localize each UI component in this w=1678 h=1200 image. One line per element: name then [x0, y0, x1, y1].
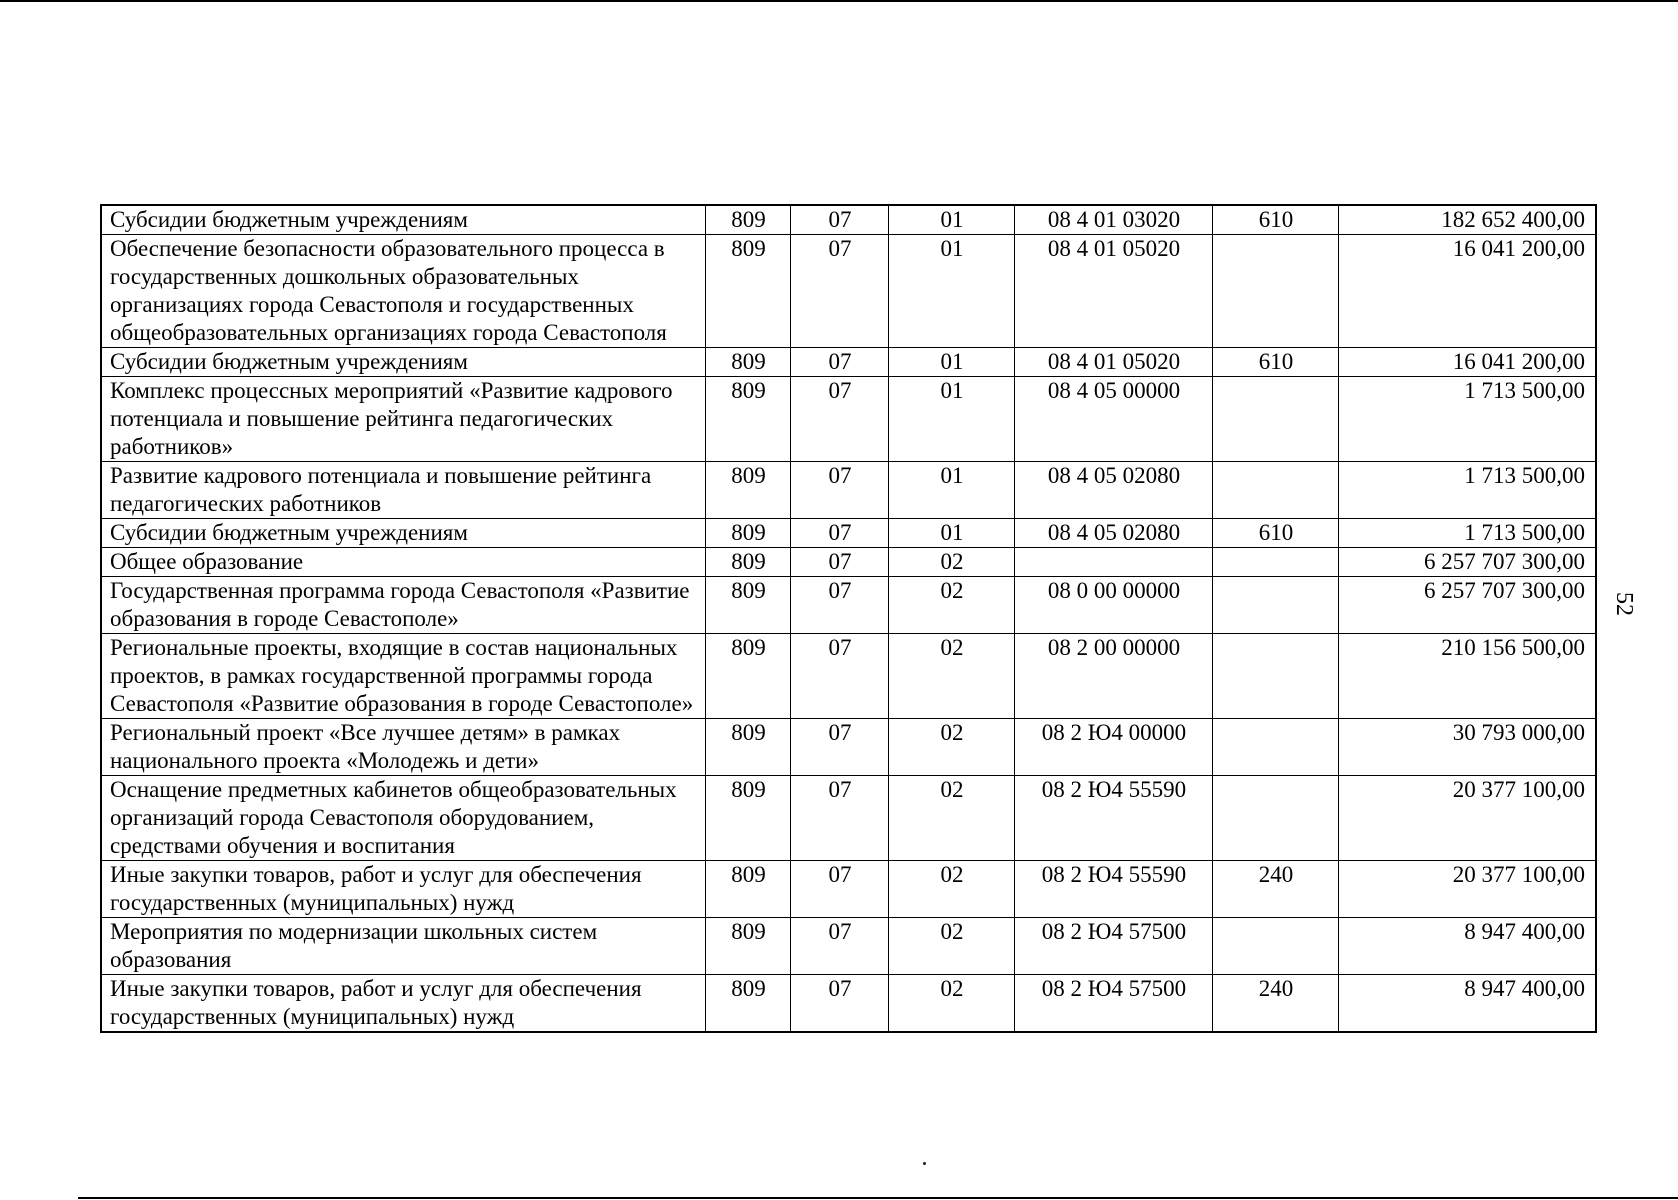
- table-row: [101, 548, 1596, 577]
- row-amount: 16 041 200,00: [1338, 348, 1596, 377]
- row-vr: 610: [1212, 205, 1338, 235]
- row-gr: 809: [705, 776, 790, 861]
- row-pr: 01: [888, 235, 1014, 348]
- row-vr: [1212, 377, 1338, 462]
- row-amount: 16 041 200,00: [1338, 235, 1596, 348]
- row-name: Комплекс процессных мероприятий «Развитие кадрового потенциала и повышение рейтинга педагогических работников»: [101, 377, 705, 462]
- row-amount: 6 257 707 300,00: [1338, 577, 1596, 634]
- row-csr: 08 2 Ю4 00000: [1014, 719, 1212, 776]
- row-vr: [1212, 918, 1338, 975]
- row-name: Иные закупки товаров, работ и услуг для обеспечения государственных (муниципальных) нужд: [101, 975, 705, 1033]
- table-row: [101, 975, 1596, 1033]
- row-amount: 1 713 500,00: [1338, 377, 1596, 462]
- row-amount: 182 652 400,00: [1338, 205, 1596, 235]
- row-csr: 08 4 01 03020: [1014, 205, 1212, 235]
- row-amount: 1 713 500,00: [1338, 462, 1596, 519]
- row-gr: 809: [705, 377, 790, 462]
- table-row: [101, 719, 1596, 776]
- page-number: 52: [1611, 592, 1637, 616]
- table-row: [101, 519, 1596, 548]
- row-rz: 07: [790, 975, 888, 1033]
- table-row: [101, 348, 1596, 377]
- row-amount: 20 377 100,00: [1338, 861, 1596, 918]
- row-pr: 02: [888, 577, 1014, 634]
- bottom-scan-edge: [78, 1197, 1678, 1199]
- row-amount: 20 377 100,00: [1338, 776, 1596, 861]
- row-csr: [1014, 548, 1212, 577]
- row-pr: 02: [888, 861, 1014, 918]
- table-row: [101, 776, 1596, 861]
- row-rz: 07: [790, 577, 888, 634]
- row-amount: 8 947 400,00: [1338, 918, 1596, 975]
- row-gr: 809: [705, 348, 790, 377]
- row-name: Региональный проект «Все лучшее детям» в рамках национального проекта «Молодежь и дети»: [101, 719, 705, 776]
- row-csr: 08 2 00 00000: [1014, 634, 1212, 719]
- row-rz: 07: [790, 719, 888, 776]
- table-row: [101, 918, 1596, 975]
- row-gr: 809: [705, 519, 790, 548]
- row-rz: 07: [790, 776, 888, 861]
- row-gr: 809: [705, 235, 790, 348]
- row-pr: 02: [888, 634, 1014, 719]
- row-vr: 240: [1212, 975, 1338, 1033]
- row-vr: [1212, 776, 1338, 861]
- row-gr: 809: [705, 861, 790, 918]
- row-gr: 809: [705, 548, 790, 577]
- row-vr: [1212, 548, 1338, 577]
- row-name: Субсидии бюджетным учреждениям: [101, 519, 705, 548]
- row-name: Обеспечение безопасности образовательного процесса в государственных дошкольных образовательных организациях города Севастополя и государственных общеобразовательных организациях города Севастополя: [101, 235, 705, 348]
- row-pr: 01: [888, 462, 1014, 519]
- row-gr: 809: [705, 205, 790, 235]
- row-rz: 07: [790, 348, 888, 377]
- row-csr: 08 2 Ю4 55590: [1014, 776, 1212, 861]
- row-amount: 6 257 707 300,00: [1338, 548, 1596, 577]
- row-name: Субсидии бюджетным учреждениям: [101, 205, 705, 235]
- row-name: Субсидии бюджетным учреждениям: [101, 348, 705, 377]
- row-csr: 08 2 Ю4 55590: [1014, 861, 1212, 918]
- row-rz: 07: [790, 205, 888, 235]
- row-vr: 240: [1212, 861, 1338, 918]
- row-vr: [1212, 462, 1338, 519]
- row-gr: 809: [705, 634, 790, 719]
- row-csr: 08 4 01 05020: [1014, 235, 1212, 348]
- row-rz: 07: [790, 918, 888, 975]
- row-name: Региональные проекты, входящие в состав национальных проектов, в рамках государственной программы города Севастополя «Развитие образования в городе Севастополе»: [101, 634, 705, 719]
- row-csr: 08 2 Ю4 57500: [1014, 918, 1212, 975]
- row-pr: 02: [888, 776, 1014, 861]
- row-csr: 08 4 05 00000: [1014, 377, 1212, 462]
- row-rz: 07: [790, 548, 888, 577]
- row-name: Общее образование: [101, 548, 705, 577]
- table-row: [101, 634, 1596, 719]
- row-vr: [1212, 634, 1338, 719]
- table-row: [101, 377, 1596, 462]
- row-name: Государственная программа города Севастополя «Развитие образования в городе Севастополе»: [101, 577, 705, 634]
- row-rz: 07: [790, 377, 888, 462]
- row-amount: 210 156 500,00: [1338, 634, 1596, 719]
- row-gr: 809: [705, 462, 790, 519]
- row-csr: 08 4 05 02080: [1014, 519, 1212, 548]
- row-amount: 8 947 400,00: [1338, 975, 1596, 1033]
- row-name: Мероприятия по модернизации школьных систем образования: [101, 918, 705, 975]
- row-csr: 08 2 Ю4 57500: [1014, 975, 1212, 1033]
- row-pr: 02: [888, 548, 1014, 577]
- row-pr: 02: [888, 975, 1014, 1033]
- row-csr: 08 0 00 00000: [1014, 577, 1212, 634]
- row-vr: [1212, 577, 1338, 634]
- row-gr: 809: [705, 975, 790, 1033]
- table-row: [101, 577, 1596, 634]
- row-gr: 809: [705, 918, 790, 975]
- row-rz: 07: [790, 634, 888, 719]
- row-pr: 01: [888, 205, 1014, 235]
- row-vr: 610: [1212, 348, 1338, 377]
- row-pr: 02: [888, 719, 1014, 776]
- row-pr: 01: [888, 348, 1014, 377]
- row-name: Иные закупки товаров, работ и услуг для обеспечения государственных (муниципальных) нужд: [101, 861, 705, 918]
- table-row: [101, 235, 1596, 348]
- row-pr: 02: [888, 918, 1014, 975]
- row-csr: 08 4 01 05020: [1014, 348, 1212, 377]
- row-pr: 01: [888, 519, 1014, 548]
- row-name: Оснащение предметных кабинетов общеобразовательных организаций города Севастополя оборудованием, средствами обучения и воспитания: [101, 776, 705, 861]
- row-vr: 610: [1212, 519, 1338, 548]
- row-rz: 07: [790, 462, 888, 519]
- row-rz: 07: [790, 235, 888, 348]
- row-pr: 01: [888, 377, 1014, 462]
- row-amount: 1 713 500,00: [1338, 519, 1596, 548]
- row-name: Развитие кадрового потенциала и повышение рейтинга педагогических работников: [101, 462, 705, 519]
- budget-allocation-table: [100, 204, 1597, 1033]
- row-amount: 30 793 000,00: [1338, 719, 1596, 776]
- scan-speck: [923, 1162, 926, 1165]
- row-rz: 07: [790, 519, 888, 548]
- row-gr: 809: [705, 577, 790, 634]
- row-vr: [1212, 719, 1338, 776]
- top-scan-edge: [0, 0, 1678, 2]
- row-gr: 809: [705, 719, 790, 776]
- row-rz: 07: [790, 861, 888, 918]
- table-row: [101, 205, 1596, 235]
- row-vr: [1212, 235, 1338, 348]
- table-row: [101, 462, 1596, 519]
- row-csr: 08 4 05 02080: [1014, 462, 1212, 519]
- table-row: [101, 861, 1596, 918]
